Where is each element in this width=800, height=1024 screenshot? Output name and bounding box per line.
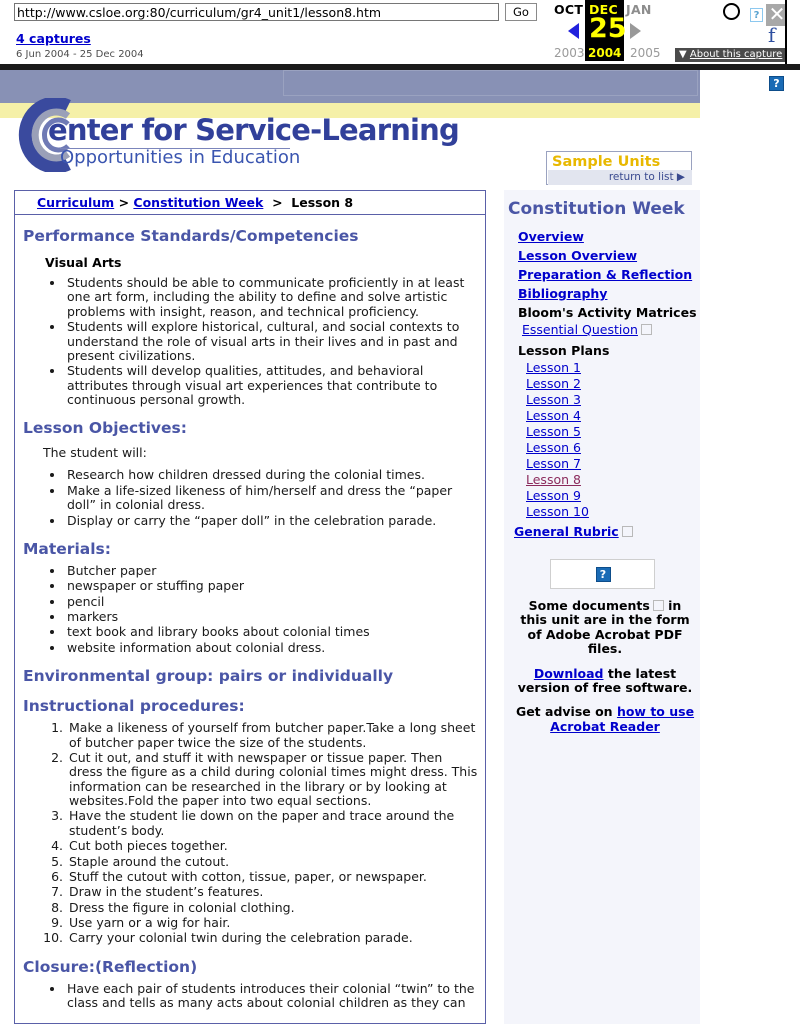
breadcrumb-link-curriculum[interactable]: Curriculum xyxy=(37,195,115,210)
site-header xyxy=(0,103,700,183)
breadcrumb-separator: > xyxy=(263,195,292,210)
captures-link[interactable]: 4 captures xyxy=(16,31,91,46)
sidebar-heading-blooms: Bloom's Activity Matrices xyxy=(518,305,697,320)
list-item: 3. Have the student lie down on the paper and trace around the student’s body. xyxy=(67,809,479,838)
subheading-visual-arts: Visual Arts xyxy=(45,255,122,270)
breadcrumb-separator: > xyxy=(114,195,134,210)
current-year-label: 2004 xyxy=(588,46,622,60)
prev-capture-arrow-icon[interactable] xyxy=(568,23,579,39)
sidebar-item-lesson-1[interactable]: Lesson 1 xyxy=(526,360,581,375)
sidebar-item-lesson-7[interactable]: Lesson 7 xyxy=(526,456,581,471)
list-item: 9. Use yarn or a wig for hair. xyxy=(67,916,479,930)
pdf-image-frame xyxy=(550,559,655,589)
sidebar-item-lesson-8[interactable]: Lesson 8 xyxy=(526,472,581,487)
pdf-notice-part2: in this unit are in the form of Adobe Acrobat PDF files. xyxy=(520,598,690,657)
pdf-checkbox-icon xyxy=(641,324,652,335)
close-icon[interactable]: ✕ xyxy=(766,4,787,26)
url-input[interactable] xyxy=(14,3,499,21)
list-item: • pencil xyxy=(65,595,479,609)
sidebar-row-essential-question xyxy=(504,322,700,339)
banner-image-frame xyxy=(283,70,780,96)
pdf-download-text xyxy=(514,667,696,696)
sidebar-item-lesson-2[interactable]: Lesson 2 xyxy=(526,376,581,391)
list-item: • Display or carry the “paper doll” in the celebration parade. xyxy=(65,514,479,528)
logo-subtitle: Opportunities in Education xyxy=(60,147,301,168)
sidebar-heading-lesson-plans: Lesson Plans xyxy=(518,343,610,358)
current-day-label: 25 xyxy=(589,13,627,44)
broken-image-icon: ? xyxy=(596,567,611,582)
lesson-content-frame xyxy=(14,190,486,1024)
list-item: • Students should be able to communicate proficiently in at least one art form, including the ability to define and solve artistic problems with insight, reason, and technical proficiency. xyxy=(65,276,479,319)
materials-list xyxy=(19,564,479,655)
top-banner xyxy=(0,70,780,103)
standards-list xyxy=(19,276,479,407)
pdf-advice-text xyxy=(514,705,696,734)
sample-units-title: Sample Units xyxy=(552,154,661,170)
list-item: • newspaper or stuffing paper xyxy=(65,579,479,593)
list-item: • Students will explore historical, cultural, and social contexts to understand the role of visual arts in their lives and in past and present civilizations. xyxy=(65,320,479,363)
breadcrumb xyxy=(15,191,485,215)
sidebar-item-general-rubric[interactable]: General Rubric xyxy=(514,524,619,539)
caret-down-icon: ▼ xyxy=(679,49,687,60)
list-item: 8. Dress the figure in colonial clothing. xyxy=(67,901,479,915)
lesson-body xyxy=(15,227,485,1011)
capture-date-range: 6 Jun 2004 - 25 Dec 2004 xyxy=(16,49,144,60)
procedures-list xyxy=(19,721,479,946)
prev-month-label[interactable]: OCT xyxy=(554,2,584,17)
sidebar-row-general-rubric xyxy=(504,520,700,539)
section-heading-environmental-group: Environmental group: pairs or individually xyxy=(23,667,394,686)
sample-units-box xyxy=(546,151,692,185)
prev-year-label[interactable]: 2003 xyxy=(554,46,585,60)
section-heading-instructional-procedures: Instructional procedures: xyxy=(23,697,245,716)
broken-image-icon: ? xyxy=(750,8,763,22)
pdf-notice-text xyxy=(514,599,696,657)
about-this-capture-label: About this capture xyxy=(689,49,783,60)
advice-prefix: Get advise on xyxy=(515,704,617,720)
next-month-label[interactable]: JAN xyxy=(626,2,652,17)
list-item: • Students will develop qualities, attitudes, and behavioral attributes through visual art experiences that contribute to continuous personal growth. xyxy=(65,364,479,407)
logo-title: enter for Service-Learning xyxy=(48,113,459,147)
list-item: • text book and library books about colonial times xyxy=(65,625,479,639)
section-heading-materials: Materials: xyxy=(23,539,111,558)
pdf-checkbox-icon xyxy=(622,526,633,537)
list-item: • markers xyxy=(65,610,479,624)
download-link[interactable]: Download xyxy=(533,665,604,681)
wayback-toolbar xyxy=(0,0,787,66)
next-year-label[interactable]: 2005 xyxy=(630,46,661,60)
section-heading-closure: Closure:(Reflection) xyxy=(23,957,198,976)
sidebar-item-overview[interactable]: Overview xyxy=(518,229,584,244)
list-item: 5. Staple around the cutout. xyxy=(67,855,479,869)
list-item: • Butcher paper xyxy=(65,564,479,578)
section-heading-lesson-objectives: Lesson Objectives: xyxy=(23,419,187,438)
sidebar-item-bibliography[interactable]: Bibliography xyxy=(518,286,608,301)
sidebar-item-preparation-reflection[interactable]: Preparation & Reflection xyxy=(518,267,693,282)
breadcrumb-link-constitution-week[interactable]: Constitution Week xyxy=(133,195,264,210)
list-item: 6. Stuff the cutout with cotton, tissue, paper, or newspaper. xyxy=(67,870,479,884)
sidebar-title: Constitution Week xyxy=(508,199,685,219)
sidebar-main-links xyxy=(504,229,700,301)
url-bar-row xyxy=(14,3,537,21)
sidebar-item-lesson-3[interactable]: Lesson 3 xyxy=(526,392,581,407)
page-body xyxy=(0,70,800,1024)
sidebar-item-lesson-overview[interactable]: Lesson Overview xyxy=(518,248,638,263)
section-heading-performance-standards: Performance Standards/Competencies xyxy=(23,227,359,245)
list-item: 2. Cut it out, and stuff it with newspaper or tissue paper. Then dress the figure as a child during colonial times might dress. This information can be researched in the library or by looking at websites.Fold the paper into two equal sections. xyxy=(67,751,479,809)
breadcrumb-current: Lesson 8 xyxy=(291,195,354,210)
list-item: 10. Carry your colonial twin during the celebration parade. xyxy=(67,931,479,945)
go-button[interactable]: Go xyxy=(505,3,537,21)
sidebar-lesson-list xyxy=(504,360,700,519)
sidebar-item-lesson-4[interactable]: Lesson 4 xyxy=(526,408,581,423)
objectives-list xyxy=(19,468,479,528)
list-item: 7. Draw in the student’s features. xyxy=(67,885,479,899)
list-item: • Make a life-sized likeness of him/herself and dress the “paper doll” in colonial dress. xyxy=(65,484,479,513)
list-item: 1. Make a likeness of yourself from butcher paper.Take a long sheet of butcher paper twice the size of the students. xyxy=(67,721,479,750)
current-month-label: DEC xyxy=(589,2,618,17)
download-rest: the latest version of free software. xyxy=(517,665,693,695)
sidebar-item-lesson-10[interactable]: Lesson 10 xyxy=(526,504,589,519)
acrobat-reader-help-link[interactable]: how to use Acrobat Reader xyxy=(550,704,695,734)
closure-list xyxy=(19,982,479,1011)
list-item: • Have each pair of students introduces their colonial “twin” to the class and tells as many acts about colonial children as they can xyxy=(65,982,479,1011)
unit-sidebar xyxy=(504,190,700,1024)
list-item: • Research how children dressed during the colonial times. xyxy=(65,468,479,482)
facebook-icon[interactable]: f xyxy=(768,23,776,47)
next-capture-arrow-icon[interactable] xyxy=(630,23,641,39)
student-will-label: The student will: xyxy=(43,445,147,461)
list-item: 4. Cut both pieces together. xyxy=(67,839,479,853)
pdf-checkbox-icon xyxy=(653,600,664,611)
about-this-capture-button[interactable] xyxy=(675,48,786,62)
sidebar-item-essential-question[interactable]: Essential Question xyxy=(522,322,638,337)
broken-image-icon: ? xyxy=(769,76,784,91)
sidebar-item-lesson-9[interactable]: Lesson 9 xyxy=(526,488,581,503)
list-item: • website information about colonial dress. xyxy=(65,641,479,655)
sidebar-item-lesson-6[interactable]: Lesson 6 xyxy=(526,440,581,455)
sidebar-item-lesson-5[interactable]: Lesson 5 xyxy=(526,424,581,439)
return-to-list-link[interactable]: return to list ▶ xyxy=(608,171,685,183)
broken-image-circle-icon xyxy=(723,3,740,20)
pdf-notice-part1: Some documents xyxy=(528,598,650,613)
